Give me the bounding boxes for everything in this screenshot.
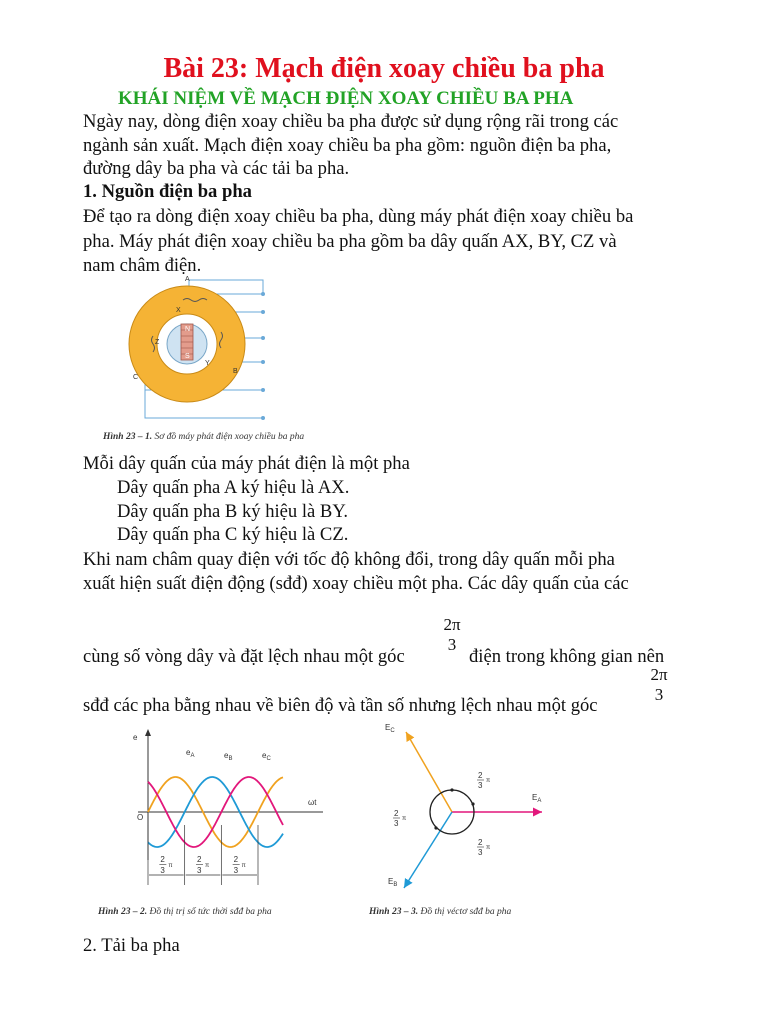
interval-label-num: 2: [233, 855, 239, 864]
angle-line-1-post: điện trong không gian nên: [469, 646, 665, 667]
section1-heading: 1. Nguồn điện ba pha: [83, 181, 252, 202]
section-subtitle: KHÁI NIỆM VỀ MẠCH ĐIỆN XOAY CHIỀU BA PHA: [118, 88, 574, 109]
label-c: C: [133, 374, 139, 381]
interval-label-den: 3: [160, 866, 165, 875]
angle-label-top: 2 3: [478, 771, 483, 790]
section2-heading: 2. Tải ba pha: [83, 935, 180, 956]
interval-label-pi: π: [205, 863, 210, 869]
fig1-caption: Hình 23 – 1. Sơ đồ máy phát điện xoay chiều ba pha: [103, 432, 305, 442]
fraction-two-pi-thirds-1: 2π 3: [443, 615, 461, 654]
fraction-two-pi-thirds-2: 2π 3: [650, 665, 668, 704]
angle-pi-top: π: [486, 778, 491, 784]
section1-line-2: pha. Máy phát điện xoay chiều ba pha gồm ba dây quấn AX, BY, CZ và: [83, 231, 617, 252]
phase-b: Dây quấn pha B ký hiệu là BY.: [117, 501, 349, 522]
intro-line-3: đường dây ba pha và các tải ba pha.: [83, 158, 350, 179]
page-title: Bài 23: Mạch điện xoay chiều ba pha: [163, 53, 605, 84]
angle-pi-bottom: π: [486, 845, 491, 851]
label-n: N: [185, 326, 191, 333]
angle-label-bottom: 2 3: [478, 838, 483, 857]
interval-label-pi: π: [241, 863, 246, 869]
label-y: Y: [205, 360, 210, 367]
label-a: A: [185, 276, 190, 283]
angle-line-2: sđđ các pha bằng nhau về biên độ và tần số nhưng lệch nhau một góc: [83, 695, 598, 716]
interval-label-pi: π: [168, 863, 173, 869]
origin-label: O: [137, 813, 144, 822]
phasor-diagram: [370, 712, 560, 897]
interval-label-den: 3: [197, 866, 202, 875]
angle-label-left: 2 3: [394, 809, 399, 828]
series-eb-label: $e_B$: [224, 751, 233, 762]
phase-a: Dây quấn pha A ký hiệu là AX.: [117, 477, 350, 498]
interval-label-num: 2: [197, 855, 202, 864]
axis-x-label: ωt: [308, 798, 317, 807]
fig2-caption: Hình 23 – 2. Đồ thị trị số tức thời sđđ ba pha: [98, 907, 272, 917]
label-x: X: [176, 307, 181, 314]
intro-line-2: ngành sản xuất. Mạch điện xoay chiều ba pha gồm: nguồn điện ba pha,: [83, 135, 612, 156]
intro-line-1: Ngày nay, dòng điện xoay chiều ba pha được sử dụng rộng rãi trong các: [83, 111, 619, 132]
fig3-caption: Hình 23 – 3. Đồ thị véctơ sđđ ba pha: [369, 907, 512, 917]
para2-line-2: xuất hiện suất điện động (sđđ) xoay chiều một pha. Các dây quấn của các: [83, 573, 629, 594]
phase-c: Dây quấn pha C ký hiệu là CZ.: [117, 524, 349, 545]
series-ea-label: $e_A$: [186, 748, 195, 759]
vector-ea-label: $E_A$: [532, 793, 542, 804]
phase-intro: Mỗi dây quấn của máy phát điện là một pha: [83, 453, 410, 474]
interval-label-num: 2: [160, 855, 165, 864]
section1-line-1: Để tạo ra dòng điện xoay chiều ba pha, dùng máy phát điện xoay chiều ba: [83, 206, 634, 227]
generator-diagram: [115, 272, 285, 432]
section1-line-3: nam châm điện.: [83, 255, 202, 276]
interval-label-den: 3: [233, 866, 239, 875]
vector-eb-label: $E_B$: [388, 877, 398, 888]
vector-ec-label: $E_C$: [385, 723, 395, 734]
label-b: B: [233, 368, 238, 375]
label-z: Z: [155, 339, 160, 346]
three-phase-waveform-chart: [128, 725, 328, 890]
angle-line-1-pre: cùng số vòng dây và đặt lệch nhau một góc: [83, 646, 405, 667]
axis-y-label: e: [133, 733, 138, 742]
series-ec-label: $e_C$: [262, 751, 271, 762]
angle-pi-left: π: [402, 816, 407, 822]
label-s: S: [185, 353, 190, 360]
para2-line-1: Khi nam châm quay điện với tốc độ không đổi, trong dây quấn mỗi pha: [83, 549, 615, 570]
